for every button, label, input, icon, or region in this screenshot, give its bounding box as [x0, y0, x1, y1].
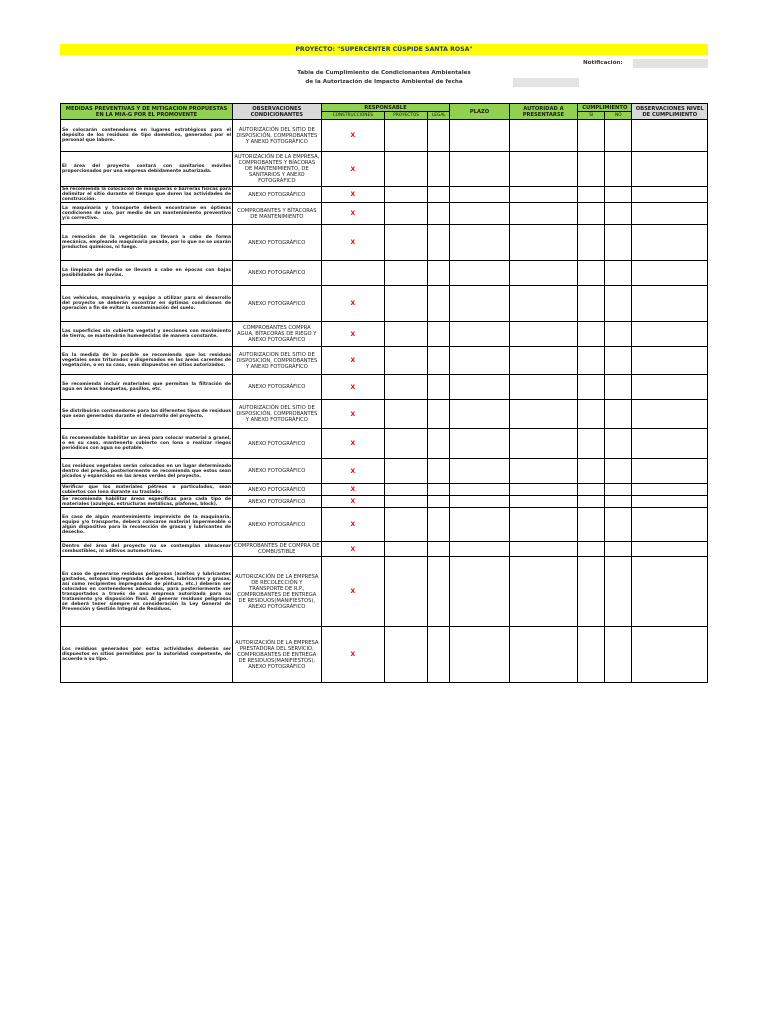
- autoridad-cell[interactable]: [509, 542, 577, 557]
- measure-cell: En caso de generarse residuos peligrosos (aceites y lubricantes gastados, estopas impregnadas de aceites, lubricantes y grasas, así como recipientes impregnados de pintura, etc.) deberán ser colocados en contenedores adecuados, para posteriormente ser transportados a través de una empresa autorizada para su tratamiento y/o disposición final. Al generar residuos peligrosos se deberá tener siempre en consideración la Ley General de Prevención y Gestión Integral de Residuos.: [61, 557, 233, 627]
- observaciones-nivel-cell[interactable]: [632, 187, 708, 203]
- legal-cell[interactable]: [428, 627, 450, 683]
- measure-cell: El área del proyecto contará con sanitarios móviles proporcionados por una empresa debidamente autorizada.: [61, 152, 233, 187]
- legal-cell[interactable]: [428, 152, 450, 187]
- header-construcciones: CONSTRUCCIONES: [321, 112, 384, 120]
- plazo-cell[interactable]: [450, 557, 509, 627]
- autoridad-cell[interactable]: [509, 484, 577, 496]
- proyectos-cell[interactable]: [384, 557, 427, 627]
- construcciones-mark: X: [321, 400, 384, 429]
- header-obs-nivel: OBSERVACIONES NIVEL DE CUMPLIMIENTO: [632, 104, 708, 120]
- measure-cell: Los residuos vegetales serán colocados en un lugar determinado dentro del predio, posteriormente se recomienda que estos sean picados y esparcidos en las áreas verdes del proyecto.: [61, 459, 233, 484]
- legal-cell[interactable]: [428, 375, 450, 400]
- measure-cell: La maquinaria y transporte deberá encontrarse en óptimas condiciones de uso, por medio de un mantenimiento preventivo y/o correctivo.: [61, 203, 233, 225]
- cumplimiento-si-cell[interactable]: [578, 225, 605, 261]
- condicionante-cell: COMPROBANTES COMPRA AGUA, BÍTACORAS DE RIEGO Y ANEXO FOTOGRÁFICO: [233, 322, 322, 347]
- proyectos-cell[interactable]: [384, 261, 427, 286]
- notificacion-label: Notificación:: [583, 60, 623, 66]
- legal-cell[interactable]: [428, 225, 450, 261]
- measure-cell: Las superficies sin cubierta vegetal y secciones con movimiento de tierra, se mantendrán humedecidas de manera constante.: [61, 322, 233, 347]
- cumplimiento-no-cell[interactable]: [605, 459, 632, 484]
- legal-cell[interactable]: [428, 187, 450, 203]
- plazo-cell[interactable]: [450, 542, 509, 557]
- proyectos-cell[interactable]: [384, 508, 427, 542]
- table-row: [61, 120, 708, 152]
- condicionante-cell: COMPROBANTES Y BÍTACORAS DE MANTENIMIENTO: [233, 203, 322, 225]
- autoridad-cell[interactable]: [509, 152, 577, 187]
- condicionante-cell: ANEXO FOTOGRÁFICO: [233, 375, 322, 400]
- plazo-cell[interactable]: [450, 627, 509, 683]
- observaciones-nivel-cell[interactable]: [632, 627, 708, 683]
- table-row: [61, 225, 708, 261]
- proyectos-cell[interactable]: [384, 400, 427, 429]
- cumplimiento-si-cell[interactable]: [578, 120, 605, 152]
- observaciones-nivel-cell[interactable]: [632, 203, 708, 225]
- table-row: [61, 459, 708, 484]
- condicionante-cell: AUTORIZACION DEL SITIO DE DISPOSICION, COMPROBANTES Y ANEXO FOTOGRÁFICO: [233, 347, 322, 375]
- autoridad-cell[interactable]: [509, 557, 577, 627]
- plazo-cell[interactable]: [450, 203, 509, 225]
- cumplimiento-si-cell[interactable]: [578, 496, 605, 508]
- autoridad-cell[interactable]: [509, 120, 577, 152]
- measure-cell: La limpieza del predio se llevará a cabo en épocas con bajas posibilidades de lluvias.: [61, 261, 233, 286]
- header-proyectos: PROYECTOS: [384, 112, 427, 120]
- plazo-cell[interactable]: [450, 322, 509, 347]
- measure-cell: En caso de algún mantenimiento imprevisto de la maquinaria, equipo y/o transporte, deberá colocarse material impermeable o algún dispositivo para la recolección de grasas y lubricantes de desecho.: [61, 508, 233, 542]
- header-observaciones: OBSERVACIONES CONDICIONANTES: [233, 104, 322, 120]
- plazo-cell[interactable]: [450, 120, 509, 152]
- observaciones-nivel-cell[interactable]: [632, 120, 708, 152]
- autoridad-cell[interactable]: [509, 375, 577, 400]
- table-row: [61, 508, 708, 542]
- cumplimiento-si-cell[interactable]: [578, 375, 605, 400]
- table-row: [61, 496, 708, 508]
- measure-cell: Los vehículos, maquinaria y equipo a utilizar para el desarrollo del proyecto se deberán encontrar en óptimas condiciones de operación a fin de evitar la contaminación del suelo.: [61, 286, 233, 322]
- table-row: [61, 286, 708, 322]
- table-row: [61, 203, 708, 225]
- header-medidas: MEDIDAS PREVENTIVAS Y DE MITIGACION PROPUESTAS EN LA MIA-G POR EL PROMOVENTE: [61, 104, 233, 120]
- autoridad-cell[interactable]: [509, 225, 577, 261]
- autoridad-cell[interactable]: [509, 347, 577, 375]
- proyectos-cell[interactable]: [384, 187, 427, 203]
- observaciones-nivel-cell[interactable]: [632, 542, 708, 557]
- cumplimiento-no-cell[interactable]: [605, 400, 632, 429]
- condicionante-cell: ANEXO FOTOGRÁFICO: [233, 429, 322, 459]
- construcciones-mark: X: [321, 203, 384, 225]
- observaciones-nivel-cell[interactable]: [632, 459, 708, 484]
- header-plazo: PLAZO: [450, 104, 509, 120]
- proyectos-cell[interactable]: [384, 375, 427, 400]
- measure-cell: Se recomienda habilitar áreas específicas para cada tipo de materiales (azulejos, estructuras metálicas, plafones, block).: [62, 496, 232, 507]
- subtitle-authorization: de la Autorización de Impacto Ambiental de fecha: [305, 79, 463, 85]
- measure-cell: En la medida de lo posible se recomienda que los residuos vegetales sean triturados y dispersados en las áreas carentes de vegetación, o en su caso, sean dispuestos en sitios autorizados.: [61, 347, 233, 375]
- table-row: [61, 187, 708, 203]
- proyectos-cell[interactable]: [384, 152, 427, 187]
- plazo-cell[interactable]: [450, 152, 509, 187]
- condicionante-cell: ANEXO FOTOGRÁFICO: [233, 225, 322, 261]
- cumplimiento-no-cell[interactable]: [605, 225, 632, 261]
- construcciones-mark: X: [321, 557, 384, 627]
- measure-cell: Se recomienda la colocación de mangueras o barreras físicas para delimitar el sitio durante el tiempo que duren las actividades de construcción.: [62, 187, 232, 202]
- cumplimiento-no-cell[interactable]: [605, 496, 632, 508]
- construcciones-mark: X: [321, 459, 384, 484]
- autoridad-cell[interactable]: [509, 429, 577, 459]
- condicionante-cell: AUTORIZACIÓN DEL SITIO DE DISPOSICIÓN, COMPROBANTES Y ANEXO FOTOGRÁFICO: [233, 400, 322, 429]
- cumplimiento-no-cell[interactable]: [605, 120, 632, 152]
- autoridad-cell[interactable]: [509, 496, 577, 508]
- measure-cell: Dentro del área del proyecto no se contemplan almacenar combustibles, ni aditivos automotrices.: [61, 542, 233, 557]
- proyectos-cell[interactable]: [384, 286, 427, 322]
- autoridad-cell[interactable]: [509, 286, 577, 322]
- condicionante-cell: ANEXO FOTOGRÁFICO: [233, 286, 322, 322]
- plazo-cell[interactable]: [450, 261, 509, 286]
- cumplimiento-no-cell[interactable]: [605, 484, 632, 496]
- subtitle-table: Tabla de Cumplimiento de Condicionantes Ambientales: [297, 70, 471, 76]
- proyectos-cell[interactable]: [384, 225, 427, 261]
- proyectos-cell[interactable]: [384, 484, 427, 496]
- observaciones-nivel-cell[interactable]: [632, 375, 708, 400]
- table-row: [61, 375, 708, 400]
- header-no: NO: [605, 112, 632, 120]
- header-cumplimiento: CUMPLIMIENTO: [578, 104, 632, 112]
- cumplimiento-si-cell[interactable]: [578, 347, 605, 375]
- legal-cell[interactable]: [428, 400, 450, 429]
- construcciones-mark: X: [321, 322, 384, 347]
- legal-cell[interactable]: [428, 261, 450, 286]
- plazo-cell[interactable]: [450, 375, 509, 400]
- proyectos-cell[interactable]: [384, 203, 427, 225]
- cumplimiento-no-cell[interactable]: [605, 557, 632, 627]
- cumplimiento-si-cell[interactable]: [578, 508, 605, 542]
- header-legal: LEGAL: [428, 112, 450, 120]
- cumplimiento-no-cell[interactable]: [605, 286, 632, 322]
- construcciones-mark: X: [321, 152, 384, 187]
- cumplimiento-no-cell[interactable]: [605, 261, 632, 286]
- construcciones-mark: X: [321, 496, 384, 508]
- proyectos-cell[interactable]: [384, 627, 427, 683]
- plazo-cell[interactable]: [450, 508, 509, 542]
- condicionante-cell: ANEXO FOTOGRÁFICO: [233, 459, 322, 484]
- observaciones-nivel-cell[interactable]: [632, 261, 708, 286]
- observaciones-nivel-cell[interactable]: [632, 347, 708, 375]
- table-row: [61, 542, 708, 557]
- cumplimiento-no-cell[interactable]: [605, 187, 632, 203]
- observaciones-nivel-cell[interactable]: [632, 400, 708, 429]
- observaciones-nivel-cell[interactable]: [632, 225, 708, 261]
- cumplimiento-si-cell[interactable]: [578, 286, 605, 322]
- cumplimiento-si-cell[interactable]: [578, 400, 605, 429]
- header-responsable: RESPONSABLE: [321, 104, 450, 112]
- cumplimiento-si-cell[interactable]: [578, 557, 605, 627]
- condicionante-cell: AUTORIZACIÓN DEL SITIO DE DISPOSICIÓN, COMPROBANTES Y ANEXO FOTOGRÁFICO: [233, 120, 322, 152]
- table-row: [61, 152, 708, 187]
- autoridad-cell[interactable]: [509, 322, 577, 347]
- legal-cell[interactable]: [428, 542, 450, 557]
- cumplimiento-si-cell[interactable]: [578, 627, 605, 683]
- construcciones-mark: X: [321, 187, 384, 203]
- condicionante-cell: AUTORIZACIÓN DE LA EMPRESA PRESTADORA DEL SERVICIO, COMPROBANTES DE ENTREGA DE RESIDUOS(MANIFIESTOS), ANEXO FOTOGRÁFICO: [233, 627, 322, 683]
- legal-cell[interactable]: [428, 203, 450, 225]
- construcciones-mark: X: [321, 375, 384, 400]
- observaciones-nivel-cell[interactable]: [632, 429, 708, 459]
- measure-cell: Se recomienda incluir materiales que permitan la filtración de agua en áreas banquetas, pasillos, etc.: [61, 375, 233, 400]
- header-si: SI: [578, 112, 605, 120]
- table-row: [61, 627, 708, 683]
- measure-cell: Es recomendable habilitar un área para colocar material a granel, o en su caso, mantenerlo cubierto con lona o realizar riegos periódicos con agua no potable.: [61, 429, 233, 459]
- cumplimiento-no-cell[interactable]: [605, 203, 632, 225]
- plazo-cell[interactable]: [450, 459, 509, 484]
- proyectos-cell[interactable]: [384, 120, 427, 152]
- condicionante-cell: COMPROBANTES DE COMPRA DE COMBUSTIBLE: [234, 543, 320, 555]
- cumplimiento-no-cell[interactable]: [605, 375, 632, 400]
- cumplimiento-no-cell[interactable]: [605, 627, 632, 683]
- plazo-cell[interactable]: [450, 225, 509, 261]
- cumplimiento-no-cell[interactable]: [605, 508, 632, 542]
- legal-cell[interactable]: [428, 347, 450, 375]
- cumplimiento-no-cell[interactable]: [605, 347, 632, 375]
- proyectos-cell[interactable]: [384, 347, 427, 375]
- legal-cell[interactable]: [428, 286, 450, 322]
- condicionante-cell: ANEXO FOTOGRÁFICO: [233, 261, 322, 286]
- cumplimiento-si-cell[interactable]: [578, 203, 605, 225]
- measure-cell: La remoción de la vegetación se llevará a cabo de forma mecánica, empleando maquinaria pesada, por lo que no se usarán productos químicos, ni fuego.: [61, 225, 233, 261]
- observaciones-nivel-cell[interactable]: [632, 322, 708, 347]
- proyectos-cell[interactable]: [384, 429, 427, 459]
- cumplimiento-no-cell[interactable]: [605, 152, 632, 187]
- measure-cell: Verificar que los materiales pétreos o particulados, sean cubiertos con lona durante su traslado.: [62, 484, 232, 495]
- table-row: [61, 322, 708, 347]
- table-row: [61, 484, 708, 496]
- plazo-cell[interactable]: [450, 347, 509, 375]
- compliance-rows: [61, 120, 708, 683]
- table-row: [61, 557, 708, 627]
- legal-cell[interactable]: [428, 459, 450, 484]
- cumplimiento-si-cell[interactable]: [578, 542, 605, 557]
- observaciones-nivel-cell[interactable]: [632, 496, 708, 508]
- plazo-cell[interactable]: [450, 496, 509, 508]
- construcciones-mark: X: [321, 347, 384, 375]
- construcciones-mark: X: [321, 508, 384, 542]
- cumplimiento-si-cell[interactable]: [578, 261, 605, 286]
- cumplimiento-no-cell[interactable]: [605, 322, 632, 347]
- condicionante-cell: AUTORIZACIÓN DE LA EMPRESA, COMPROBANTES Y BÍACORAS DE MANTENIMIENTO, DE SANITARIOS Y ANEXO FOTOGRÁFICO: [233, 152, 322, 187]
- observaciones-nivel-cell[interactable]: [632, 484, 708, 496]
- measure-cell: Se distribuirán contenedores para los diferentes tipos de residuos que sean generados durante el desarrollo del proyecto.: [61, 400, 233, 429]
- proyectos-cell[interactable]: [384, 459, 427, 484]
- header-autoridad: AUTORIDAD A PRESENTARSE: [509, 104, 577, 120]
- construcciones-mark: X: [321, 120, 384, 152]
- cumplimiento-no-cell[interactable]: [605, 542, 632, 557]
- observaciones-nivel-cell[interactable]: [632, 508, 708, 542]
- cumplimiento-si-cell[interactable]: [578, 152, 605, 187]
- cumplimiento-no-cell[interactable]: [605, 429, 632, 459]
- measure-cell: Se colocarán contenedores en lugares estratégicos para el depósito de los residuos de tipo doméstico, generados por el personal que labore.: [61, 120, 233, 152]
- cumplimiento-si-cell[interactable]: [578, 459, 605, 484]
- plazo-cell[interactable]: [450, 187, 509, 203]
- construcciones-mark: X: [321, 225, 384, 261]
- plazo-cell[interactable]: [450, 400, 509, 429]
- observaciones-nivel-cell[interactable]: [632, 557, 708, 627]
- construcciones-mark: [321, 261, 384, 286]
- autoridad-cell[interactable]: [509, 203, 577, 225]
- legal-cell[interactable]: [428, 508, 450, 542]
- proyectos-cell[interactable]: [384, 322, 427, 347]
- proyectos-cell[interactable]: [384, 542, 427, 557]
- plazo-cell[interactable]: [450, 429, 509, 459]
- construcciones-mark: X: [321, 542, 384, 557]
- condicionante-cell: ANEXO FOTOGRÁFICO: [233, 484, 322, 496]
- autoridad-cell[interactable]: [509, 400, 577, 429]
- cumplimiento-si-cell[interactable]: [578, 187, 605, 203]
- plazo-cell[interactable]: [450, 286, 509, 322]
- legal-cell[interactable]: [428, 429, 450, 459]
- table-row: [61, 429, 708, 459]
- proyectos-cell[interactable]: [384, 496, 427, 508]
- construcciones-mark: X: [321, 627, 384, 683]
- cumplimiento-si-cell[interactable]: [578, 429, 605, 459]
- compliance-table: [60, 103, 708, 683]
- autoridad-cell[interactable]: [509, 261, 577, 286]
- construcciones-mark: X: [321, 429, 384, 459]
- plazo-cell[interactable]: [450, 484, 509, 496]
- legal-cell[interactable]: [428, 120, 450, 152]
- observaciones-nivel-cell[interactable]: [632, 286, 708, 322]
- measure-cell: Los residuos generados por estas actividades deberán ser dispuestos en sitios permitidos por la autoridad competente, de acuerdo a su tipo.: [61, 627, 233, 683]
- condicionante-cell: ANEXO FOTOGRÁFICO: [233, 496, 322, 508]
- cumplimiento-si-cell[interactable]: [578, 322, 605, 347]
- legal-cell[interactable]: [428, 322, 450, 347]
- fecha-field[interactable]: [513, 78, 579, 87]
- notificacion-field[interactable]: [633, 59, 708, 68]
- legal-cell[interactable]: [428, 496, 450, 508]
- cumplimiento-si-cell[interactable]: [578, 484, 605, 496]
- table-row: [61, 347, 708, 375]
- condicionante-cell: ANEXO FOTOGRÁFICO: [233, 508, 322, 542]
- observaciones-nivel-cell[interactable]: [632, 152, 708, 187]
- legal-cell[interactable]: [428, 557, 450, 627]
- table-row: [61, 400, 708, 429]
- table-row: [61, 261, 708, 286]
- autoridad-cell[interactable]: [509, 187, 577, 203]
- condicionante-cell: ANEXO FOTOGRÁFICO: [233, 187, 322, 203]
- legal-cell[interactable]: [428, 484, 450, 496]
- autoridad-cell[interactable]: [509, 508, 577, 542]
- project-title: PROYECTO: "SUPERCENTER CÚSPIDE SANTA ROSA": [60, 44, 708, 55]
- autoridad-cell[interactable]: [509, 459, 577, 484]
- autoridad-cell[interactable]: [509, 627, 577, 683]
- construcciones-mark: X: [321, 484, 384, 496]
- condicionante-cell: AUTORIZACIÓN DE LA EMPRESA DE RECOLECCIÓN Y TRANSPORTE DE R.P., COMPROBANTES DE ENTREGA DE RESIDUOS(MANIFIESTOS), ANEXO FOTOGRÁFICO: [233, 557, 322, 627]
- construcciones-mark: X: [321, 286, 384, 322]
